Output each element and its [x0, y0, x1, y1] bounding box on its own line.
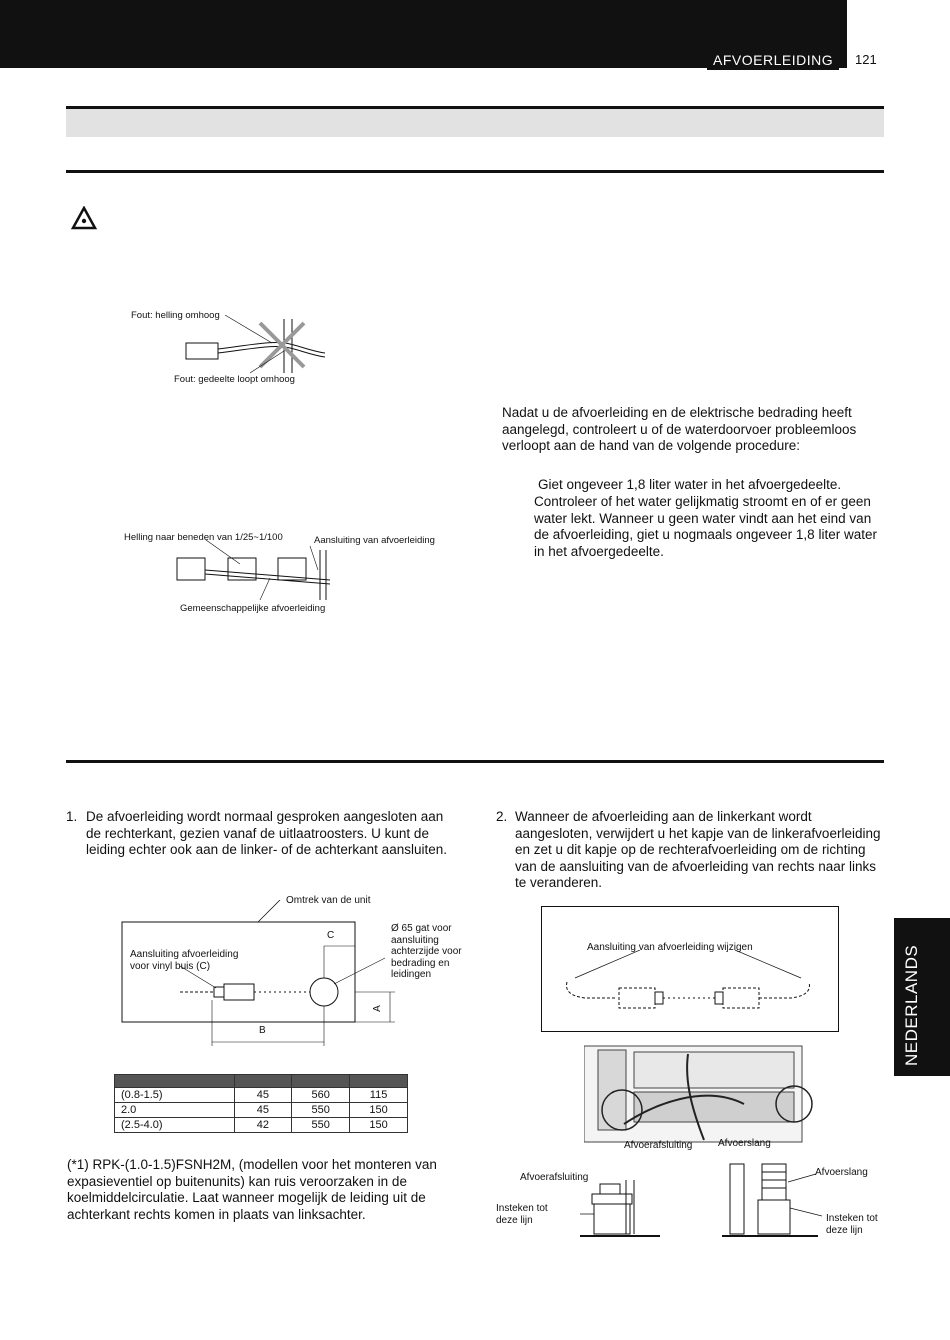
dim-a-label: A [371, 1005, 383, 1012]
check-step-b: Controleer of het water gelijkmatig stroomt en of er geen water lekt. Wanneer u geen water vindt aan het eind van de afvoerleiding, giet u nogmaals ongeveer 1,8 liter water in het afvoergedeelte. [534, 494, 877, 559]
insert-cap-label: Afvoerafsluiting [520, 1172, 589, 1183]
section-heading-band [66, 109, 884, 137]
insert-hose-label: Afvoerslang [815, 1167, 868, 1178]
item2-text: Wanneer de afvoerleiding aan de linkerkant wordt aangesloten, verwijdert u het kapje van de linkerafvoerleiding en zet u dit kapje op de rechterafvoerleiding om de richting van de aansluiting van de afvoerleiding van rechts naar links te veranderen. [515, 809, 881, 890]
warning-icon [71, 206, 97, 230]
table-cell-a: 42 [234, 1118, 292, 1133]
table-cell-c: 115 [350, 1088, 408, 1103]
table-row [115, 1118, 408, 1133]
dim-b-label: B [259, 1025, 266, 1036]
heading-rule [66, 170, 884, 173]
table-cell-b: 550 [292, 1118, 350, 1133]
table-cell-model: 2.0 [115, 1103, 235, 1118]
table-cell-model: (2.5-4.0) [115, 1118, 235, 1133]
fig-wrong-label-top: Fout: helling omhoog [131, 310, 220, 321]
item2-number: 2. [496, 809, 508, 824]
change-connection-label: Aansluiting van afvoerleiding wijzigen [587, 942, 753, 953]
table-cell-b: 560 [292, 1088, 350, 1103]
table-cell-c: 150 [350, 1118, 408, 1133]
language-tab-label: NEDERLANDS [902, 944, 921, 1066]
check-step-a: Giet ongeveer 1,8 liter water in het afvoergedeelte. [538, 477, 842, 492]
unit-outline-label: Omtrek van de unit [286, 895, 371, 906]
insert-right-label: Insteken tot deze lijn [826, 1213, 878, 1236]
change-connection-diagram [545, 950, 835, 1025]
drain-connection-label: Aansluiting afvoerleiding voor vinyl buis (C) [130, 949, 239, 972]
drain-photo-diagram [584, 1044, 814, 1144]
section-rule-2 [66, 760, 884, 763]
dim-c-label: C [327, 930, 335, 941]
hole-label: Ø 65 gat voor aansluiting achterzijde voor bedrading en leidingen [391, 923, 462, 980]
insert-left-label: Insteken tot deze lijn [496, 1203, 548, 1226]
table-cell-a: 45 [234, 1088, 292, 1103]
item1-text: De afvoerleiding wordt normaal gesproken aangesloten aan de rechterkant, gezien vanaf de uitlaatroosters. U kunt de leiding echter ook aan de linker- of de achterkant aansluiten. [86, 809, 447, 857]
table-row [115, 1103, 408, 1118]
unit-dimension-diagram [120, 900, 400, 1050]
dimension-table [114, 1074, 408, 1133]
language-tab [894, 918, 950, 1076]
fig-slope-label: Helling naar beneden van 1/25~1/100 [124, 532, 283, 543]
fig-wrong-label-bottom: Fout: gedeelte loopt omhoog [174, 374, 295, 385]
section-title: AFVOERLEIDING [707, 50, 839, 70]
check-intro: Nadat u de afvoerleiding en de elektrische bedrading heeft aangelegd, controleert u of de waterdoorvoer probleemloos verloopt aan de hand van de volgende procedure: [502, 405, 857, 453]
table-header-row [115, 1075, 408, 1088]
table-row [115, 1088, 408, 1103]
table-cell-model: (0.8-1.5) [115, 1088, 235, 1103]
page-number: 121 [855, 52, 877, 67]
insert-cap-diagram [580, 1170, 670, 1250]
fig-slope-connection-label: Aansluiting van afvoerleiding [314, 535, 435, 546]
wrong-slope-diagram [180, 315, 330, 375]
insert-hose-diagram [722, 1160, 822, 1250]
photo-hose-label: Afvoerslang [718, 1138, 771, 1149]
footnote: (*1) RPK-(1.0-1.5)FSNH2M, (modellen voor het monteren van expasieventiel op buitenunits) kan ruis veroorzaken in de koelmiddelcirculatie. Laat wanneer mogelijk de leiding uit de achterkant rechts komen in plaats van linksachter. [67, 1157, 437, 1222]
item1-number: 1. [66, 809, 78, 824]
photo-cap-label: Afvoerafsluiting [624, 1140, 693, 1151]
table-cell-c: 150 [350, 1103, 408, 1118]
slope-diagram [170, 540, 350, 605]
table-cell-a: 45 [234, 1103, 292, 1118]
fig-slope-common-label: Gemeenschappelijke afvoerleiding [180, 603, 326, 614]
table-cell-b: 550 [292, 1103, 350, 1118]
